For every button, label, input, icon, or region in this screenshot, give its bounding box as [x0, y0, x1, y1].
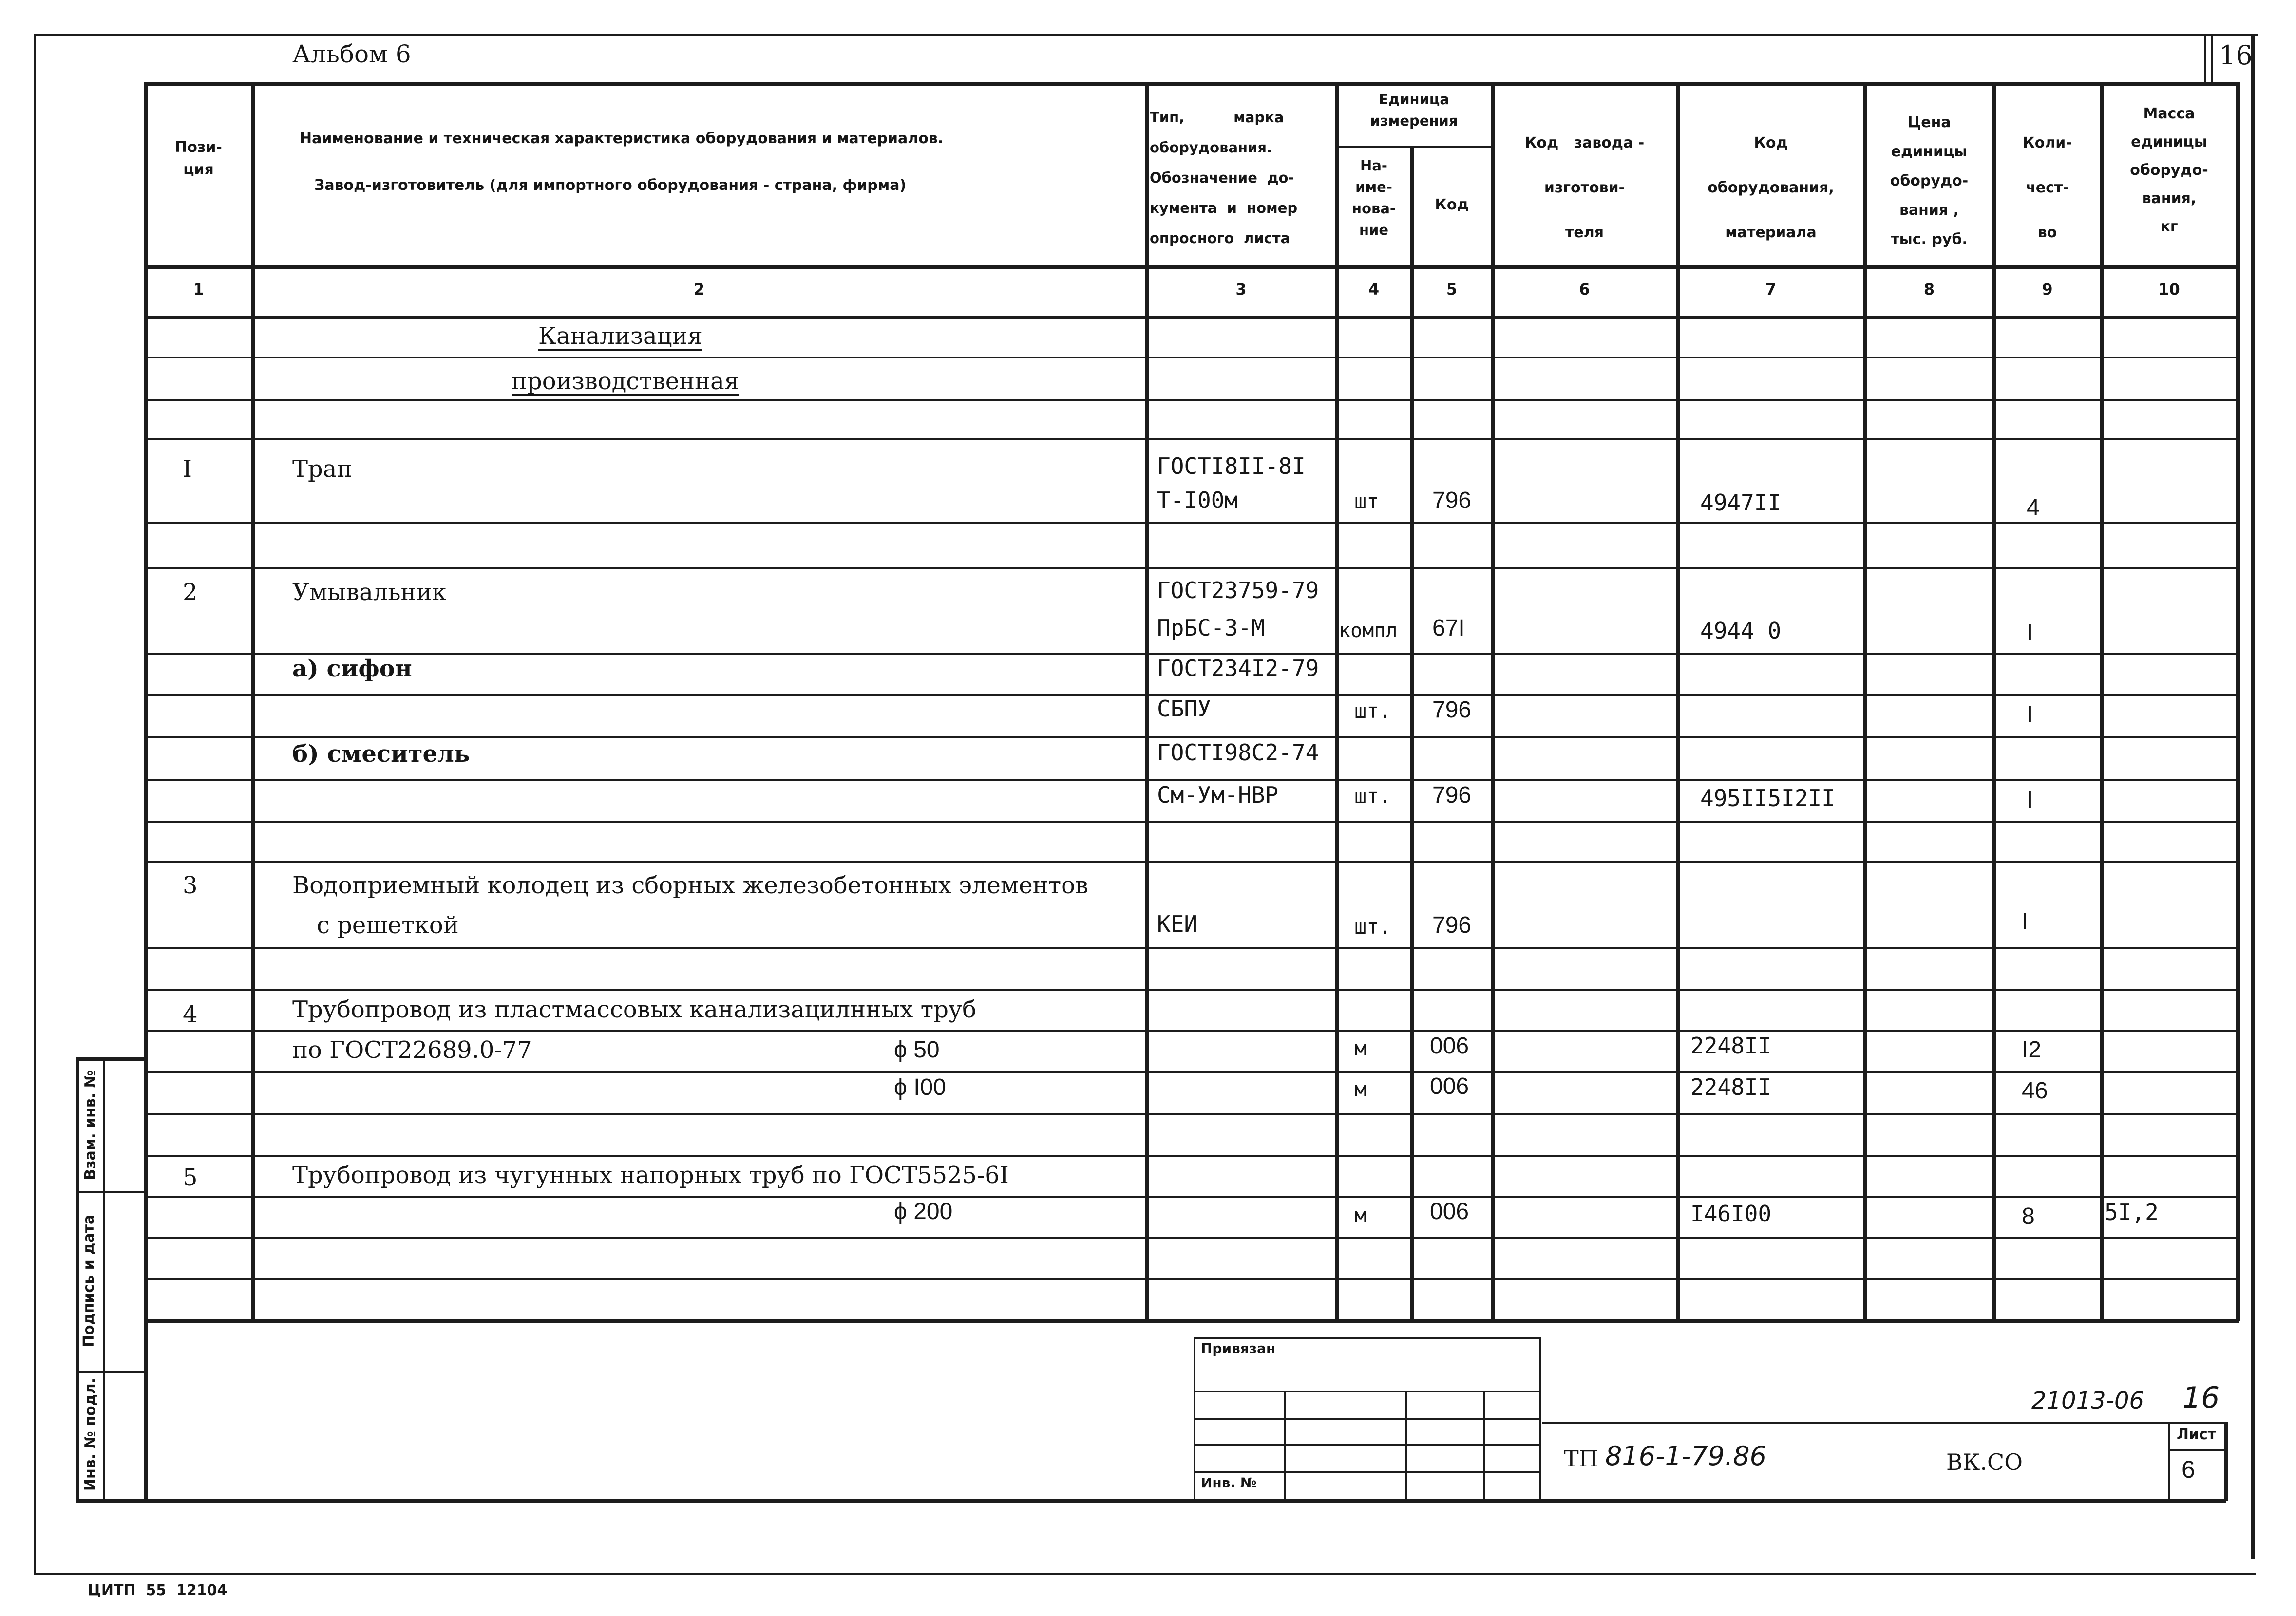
col-number: 1 [193, 280, 204, 299]
attached-label: Привязан [1201, 1340, 1276, 1356]
quantity: 46 [2022, 1078, 2048, 1104]
type-mark: См-Ум-НВР [1157, 782, 1279, 808]
row-line [144, 357, 2239, 358]
row-line [144, 1113, 2239, 1115]
row-position: 2 [183, 579, 198, 606]
item-name: Умывальник [292, 579, 447, 606]
item-name: б) смеситель [292, 740, 470, 768]
attach-box-line [1194, 1471, 1541, 1473]
attach-box-col [1483, 1391, 1485, 1499]
sheet-label: Лист [2177, 1426, 2217, 1443]
diameter: ϕ 200 [894, 1199, 953, 1224]
col-number: 8 [1923, 280, 1935, 299]
attach-box-line [1194, 1444, 1541, 1446]
unit-name: шт. [1354, 699, 1391, 723]
row-line [144, 821, 2239, 823]
row-line [144, 1278, 2239, 1280]
diameter: ϕ I00 [894, 1074, 946, 1100]
side-strip-left [76, 1057, 79, 1499]
side-label-original-inv: Инв. № подл. [82, 1377, 99, 1491]
frame-bottom [34, 1573, 2256, 1575]
quantity: I [2027, 787, 2033, 813]
col-line [1992, 82, 1996, 1321]
header-unit-name: На- име- нова- ние [1352, 157, 1396, 238]
type-mark: Т-I00м [1157, 487, 1238, 513]
item-name: по ГОСТ22689.0-77 [292, 1036, 532, 1064]
unit-code: 796 [1432, 697, 1472, 723]
stamp-right [2224, 1422, 2228, 1501]
quantity: 4 [2027, 495, 2040, 521]
equipment-code: 4944 0 [1700, 618, 1782, 644]
row-line [144, 1030, 2239, 1032]
side-label-replaced-inv: Взам. инв. № [82, 1070, 99, 1180]
sheet-cell-left [2168, 1422, 2170, 1499]
stamp-bottom [144, 1499, 2226, 1503]
item-name: Трап [292, 455, 353, 483]
header-quantity: Коли- чест- во [2023, 134, 2072, 241]
unit-name: м [1354, 1203, 1367, 1227]
col-line [1335, 82, 1339, 1321]
header-equipment-code: Код оборудования, материала [1708, 134, 1834, 241]
print-code: ЦИТП 55 12104 [88, 1582, 228, 1599]
row-position: 5 [183, 1164, 198, 1191]
col-number: 9 [2042, 280, 2053, 299]
col-line [1676, 82, 1680, 1321]
header-unit-code: Код [1435, 196, 1469, 213]
col-number: 5 [1446, 280, 1458, 299]
unit-name: компл [1339, 620, 1398, 642]
side-label-signature-date: Подпись и дата [80, 1214, 97, 1348]
attach-box-line [1194, 1418, 1541, 1420]
col-line-right [2236, 82, 2240, 1321]
unit-code: 67I [1432, 615, 1465, 641]
type-mark: СБПУ [1157, 695, 1211, 722]
type-mark: ПрБС-3-М [1157, 615, 1265, 641]
quantity: I [2027, 620, 2033, 646]
row-line [144, 989, 2239, 991]
inventory-label: Инв. № [1201, 1475, 1257, 1491]
col-line [1863, 82, 1867, 1321]
page-corner-left2 [2211, 34, 2213, 83]
row-line [144, 1237, 2239, 1239]
page-corner-number: 16 [2219, 40, 2253, 71]
row-position: I [183, 455, 192, 483]
header-unit-group: Единица измерения [1370, 91, 1458, 129]
side-strip-inner [103, 1057, 105, 1499]
frame-right [2251, 34, 2255, 1559]
row-line [144, 736, 2239, 738]
unit-code: 796 [1432, 782, 1472, 808]
row-line [144, 567, 2239, 569]
item-name: Трубопровод из пластмассовых канализацилнных труб [292, 996, 977, 1023]
quantity: 8 [2022, 1203, 2035, 1229]
document-code: ГОСТI8II-8I [1157, 453, 1306, 479]
frame-left [34, 34, 36, 1573]
unit-code: 006 [1430, 1073, 1469, 1099]
attach-box-col [1405, 1391, 1407, 1499]
album-title: Альбом 6 [292, 40, 411, 68]
col-number: 6 [1579, 280, 1590, 299]
tp-number-handwritten: 816-1-79.86 [1605, 1441, 1766, 1471]
row-line [144, 438, 2239, 440]
row-line [144, 1071, 2239, 1073]
col-number: 4 [1368, 280, 1380, 299]
unit-name: м [1354, 1036, 1367, 1060]
header-name-line2: Завод-изготовитель (для импортного оборудования - страна, фирма) [314, 177, 907, 194]
page-number-handwritten: 16 [2182, 1381, 2220, 1415]
col-number: 2 [693, 280, 705, 299]
header-bottom [144, 265, 2239, 269]
title-block-top [1542, 1422, 2226, 1424]
tp-prefix: ТП [1564, 1446, 1598, 1472]
row-line [144, 653, 2239, 655]
header-type: Тип, марка оборудования. Обозначение до- кумента и номер опросного листа [1150, 109, 1298, 246]
unit-code: 796 [1432, 488, 1472, 513]
frame-top [34, 34, 2258, 36]
equipment-code: 495II5I2II [1700, 785, 1835, 811]
equipment-code: I46I00 [1690, 1201, 1772, 1227]
header-price: Цена единицы оборудо- вания , тыс. руб. [1890, 114, 1969, 248]
unit-name: шт. [1354, 915, 1391, 939]
row-position: 4 [183, 1001, 198, 1028]
unit-code: 006 [1430, 1199, 1469, 1224]
quantity: I2 [2022, 1037, 2042, 1063]
attach-box-line [1194, 1391, 1541, 1392]
row-line [144, 399, 2239, 401]
row-line [144, 522, 2239, 524]
numbers-bottom [144, 316, 2239, 319]
attach-box-col [1284, 1391, 1286, 1499]
unit-name: м [1354, 1077, 1367, 1101]
item-name: а) сифон [292, 655, 412, 682]
type-mark: КЕИ [1157, 911, 1198, 937]
col-line [251, 82, 255, 1321]
col-line [2100, 82, 2104, 1321]
row-line [144, 779, 2239, 781]
header-name-line1: Наименование и техническая характеристика оборудования и материалов. [300, 130, 944, 147]
item-name: Водоприемный колодец из сборных железобетонных элементов [292, 872, 1089, 899]
col-number: 3 [1235, 280, 1247, 299]
col-line [1410, 146, 1414, 1321]
header-position: Пози- ция [175, 139, 222, 178]
col-line [1145, 82, 1149, 1321]
quantity: I [2022, 909, 2029, 935]
attach-box-top [1194, 1337, 1541, 1339]
equipment-code: 2248II [1690, 1033, 1772, 1059]
table-bottom [144, 1319, 2239, 1323]
row-line [144, 947, 2239, 949]
quantity: I [2027, 702, 2033, 728]
row-line [144, 1196, 2239, 1198]
unit-name: шт [1354, 489, 1379, 513]
section-title-line1: Канализация [538, 322, 702, 350]
page-corner-left [2204, 34, 2206, 83]
document-code: ГОСТ234I2-79 [1157, 655, 1319, 681]
diameter: ϕ 50 [894, 1037, 940, 1063]
project-code-handwritten: 21013-06 [2031, 1387, 2144, 1414]
sheet-cell-line [2168, 1449, 2226, 1451]
header-mass: Масса единицы оборудо- вания, кг [2130, 105, 2208, 235]
col-number: 7 [1765, 280, 1777, 299]
unit-name: шт. [1354, 784, 1391, 808]
sheet-number: 6 [2182, 1456, 2195, 1483]
item-name: Трубопровод из чугунных напорных труб по ГОСТ5525-6I [292, 1162, 1009, 1189]
col-line [1491, 82, 1495, 1321]
unit-code: 796 [1432, 912, 1472, 938]
row-line [144, 861, 2239, 863]
row-position: 3 [183, 872, 198, 899]
drawing-mark: ВК.СО [1946, 1449, 2023, 1475]
equipment-code: 2248II [1690, 1074, 1772, 1100]
item-name: с решеткой [317, 912, 459, 939]
unit-mass: 5I,2 [2105, 1199, 2159, 1225]
header-factory-code: Код завода - изготови- теля [1524, 134, 1645, 241]
unit-code: 006 [1430, 1033, 1469, 1059]
document-code: ГОСТI98С2-74 [1157, 739, 1319, 766]
table-top [144, 82, 2239, 86]
col-number: 10 [2158, 280, 2180, 299]
equipment-code: 4947II [1700, 489, 1782, 516]
document-code: ГОСТ23759-79 [1157, 577, 1319, 603]
row-line [144, 1155, 2239, 1157]
section-title-line2: производственная [512, 368, 740, 395]
